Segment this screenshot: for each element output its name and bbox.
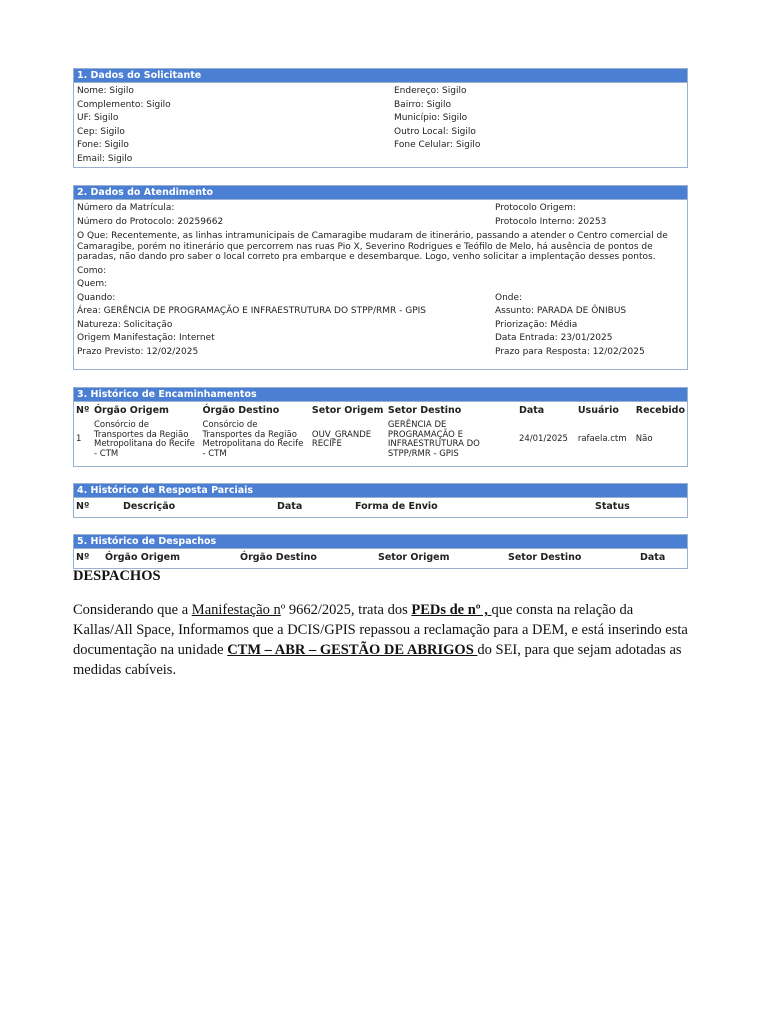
section-title: 1. Dados do Solicitante [74, 69, 687, 83]
peds-ref: PEDs de nº , [411, 602, 492, 618]
table-header-row [74, 402, 687, 419]
field-fone-celular: Fone Celular: Sigilo [394, 140, 481, 150]
section-title: 5. Histórico de Despachos [74, 535, 687, 549]
field-fone: Fone: Sigilo [77, 140, 129, 150]
field-assunto: Assunto: PARADA DE ÔNIBUS [495, 306, 627, 316]
col-header: Setor Destino [508, 552, 582, 563]
field-prazo-resposta: Prazo para Resposta: 12/02/2025 [495, 346, 645, 357]
field-protocolo: Número do Protocolo: 20259662 [77, 216, 224, 227]
col-header: Status [595, 501, 630, 512]
section-despachos [73, 534, 688, 569]
section-solicitante [73, 68, 688, 168]
cell-orgao-origem: Consórcio de Transportes da Região Metropolitana do Recife - CTM [93, 420, 195, 459]
field-quando: Quando: [77, 292, 116, 303]
col-header: Recebido [635, 405, 685, 416]
col-header: Nº [76, 405, 90, 416]
table-header-row [74, 549, 687, 566]
field-quem: Quem: [77, 279, 108, 289]
paragraph-text: Considerando que a [73, 602, 192, 618]
manifestacao-ref: Manifestação n [191, 602, 281, 618]
col-header: Órgão Destino [240, 552, 317, 563]
field-nome: Nome: Sigilo [77, 86, 134, 96]
solicitante-right [394, 85, 684, 166]
solicitante-left [77, 85, 394, 166]
col-header: Data [640, 552, 666, 563]
cell-orgao-destino: Consórcio de Transportes da Região Metropolitana do Recife - CTM [202, 420, 304, 459]
field-email: Email: Sigilo [77, 153, 133, 164]
paragraph-text: que consta na relação da Kallas/All Space, Informamos que a DCIS/GPIS repassou a reclamação para a DEM, e está inserindo esta documentação na unidade [73, 602, 688, 658]
field-protocolo-interno: Protocolo Interno: 20253 [495, 216, 607, 227]
field-matricula: Número da Matrícula: [77, 203, 175, 213]
col-header: Usuário [577, 405, 619, 416]
section-title: 3. Histórico de Encaminhamentos [74, 388, 687, 402]
col-header: Órgão Origem [105, 552, 180, 563]
field-natureza: Natureza: Solicitação [77, 319, 173, 330]
table-row [74, 419, 687, 461]
despachos-table [74, 549, 687, 566]
col-header: Data [518, 405, 545, 416]
cell-setor-origem: OUV_GRANDE RECIFE [311, 429, 372, 449]
col-header: Setor Destino [387, 405, 462, 416]
cell-data: 24/01/2025 [518, 434, 568, 445]
section-title: 2. Dados do Atendimento [74, 186, 687, 200]
col-header: Data [277, 501, 303, 512]
section-encaminhamentos [73, 387, 688, 467]
cell-numero: 1 [76, 434, 82, 445]
field-uf: UF: Sigilo [77, 113, 119, 123]
field-bairro: Bairro: Sigilo [394, 99, 452, 110]
section-atendimento [73, 185, 688, 370]
section-resposta-parciais [73, 483, 688, 518]
field-prazo-previsto: Prazo Previsto: 12/02/2025 [77, 346, 199, 357]
paragraph-text: º 9662/2025, trata dos [280, 602, 412, 618]
field-cep: Cep: Sigilo [77, 126, 125, 137]
col-header: Nº [76, 501, 90, 512]
field-como: Como: [77, 265, 107, 276]
field-origem: Origem Manifestação: Internet [77, 333, 215, 343]
field-endereco: Endereço: Sigilo [394, 86, 467, 96]
field-data-entrada: Data Entrada: 23/01/2025 [495, 333, 613, 343]
col-header: Setor Origem [378, 552, 450, 563]
section-title: 4. Histórico de Resposta Parciais [74, 484, 687, 498]
field-o-que: O Que: Recentemente, as linhas intramunicipais de Camaragibe mudaram de itinerário, passando a atender o Centro comercial de Camaragibe, porém no itinerário que percorrem nas ruas Pio X, Severino Rodrigues e Teófilo de Melo, há ausência de pontos de paradas, não dando pro saber o local correto pra embarque e desembarque. Logo, venho solicitar a implentação desses pontos. [77, 231, 668, 262]
col-header: Nº [76, 552, 90, 563]
despacho-paragraph [73, 600, 693, 680]
field-area: Área: GERÊNCIA DE PROGRAMAÇÃO E INFRAESTRUTURA DO STPP/RMR - GPIS [77, 306, 427, 316]
col-header: Órgão Origem [93, 405, 169, 416]
parciais-table [74, 498, 687, 515]
paragraph-text: do SEI, para que sejam adotadas as medidas cabíveis. [73, 642, 682, 678]
col-header: Órgão Destino [202, 405, 280, 416]
table-header-row [74, 498, 687, 515]
unidade-ref: CTM – ABR – GESTÃO DE ABRIGOS [227, 642, 478, 658]
field-protocolo-origem: Protocolo Origem: [495, 203, 576, 213]
field-onde: Onde: [495, 292, 523, 303]
col-header: Descrição [123, 501, 176, 512]
cell-recebido: Não [635, 434, 653, 445]
despachos-heading: DESPACHOS [73, 568, 161, 584]
field-outro-local: Outro Local: Sigilo [394, 126, 476, 137]
col-header: Setor Origem [311, 405, 384, 416]
col-header: Forma de Envio [355, 501, 438, 512]
field-priorizacao: Priorização: Média [495, 319, 578, 330]
field-municipio: Município: Sigilo [394, 113, 468, 123]
cell-setor-destino: GERÊNCIA DE PROGRAMAÇÃO E INFRAESTRUTURA DO STPP/RMR - GPIS [387, 420, 480, 459]
encaminhamentos-table [74, 402, 687, 461]
field-complemento: Complemento: Sigilo [77, 99, 171, 110]
cell-usuario: rafaela.ctm [577, 434, 627, 445]
